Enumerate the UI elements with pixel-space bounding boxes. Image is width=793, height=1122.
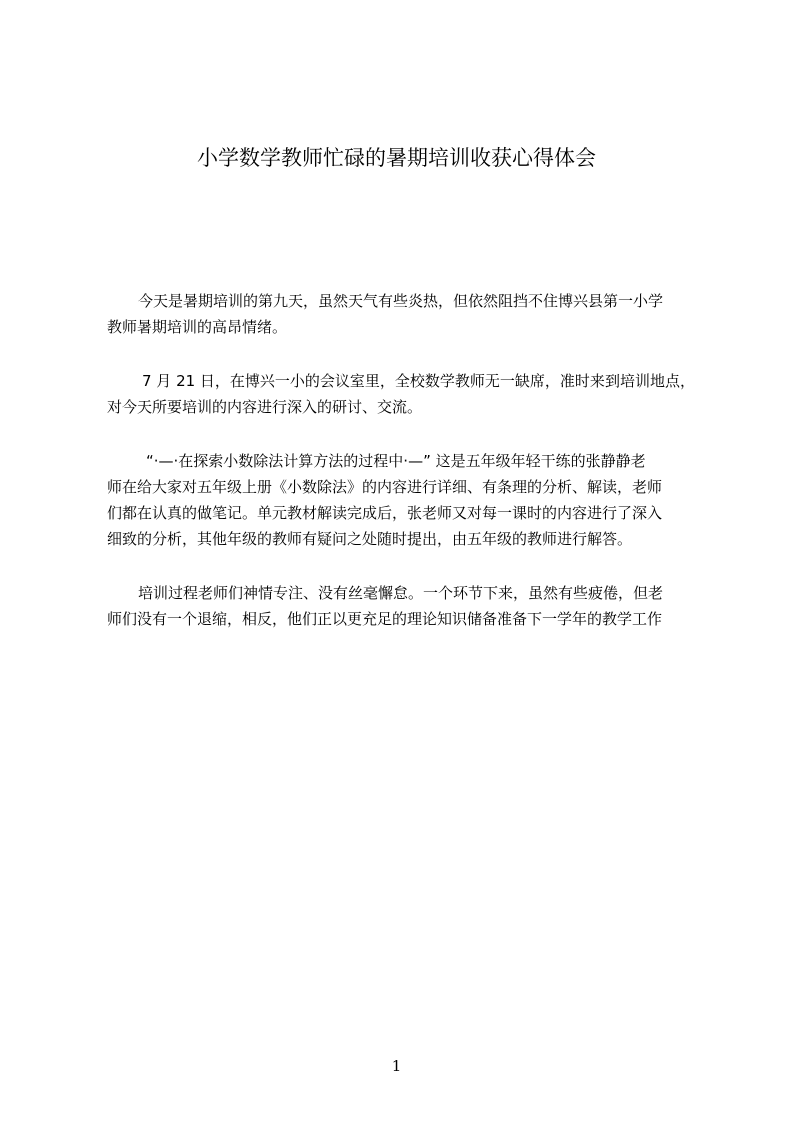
paragraph-line: 细致的分析，其他年级的教师有疑问之处随时提出，由五年级的教师进行解答。 [107, 530, 633, 548]
document-title: 小学数学教师忙碌的暑期培训收获心得体会 [197, 146, 596, 170]
paragraph-line: 7 月 21 日，在博兴一小的会议室里，全校数学教师无一缺席，准时来到培训地点， [142, 372, 695, 390]
page-number: 1 [391, 1057, 402, 1075]
paragraph-line: 培训过程老师们神情专注、没有丝毫懈怠。一个环节下来，虽然有些疲倦，但老 [138, 584, 664, 602]
paragraph-line: 们都在认真的做笔记。单元教材解读完成后，张老师又对每一课时的内容进行了深入 [107, 504, 663, 522]
paragraph-line: 教师暑期培训的高昂情绪。 [107, 318, 288, 336]
paragraph-line: 对今天所要培训的内容进行深入的研讨、交流。 [107, 398, 423, 416]
paragraph-line: 师们没有一个退缩，相反，他们正以更充足的理论知识储备准备下一学年的教学工作 [107, 610, 663, 628]
paragraph-line: “·—·在探索小数除法计算方法的过程中·—” 这是五年级年轻干练的张静静老 [146, 452, 646, 470]
paragraph-line: 师在给大家对五年级上册《小数除法》的内容进行详细、有条理的分析、解读，老师 [107, 478, 663, 496]
paragraph-line: 今天是暑期培训的第九天，虽然天气有些炎热，但依然阻挡不住博兴县第一小学 [138, 292, 664, 310]
